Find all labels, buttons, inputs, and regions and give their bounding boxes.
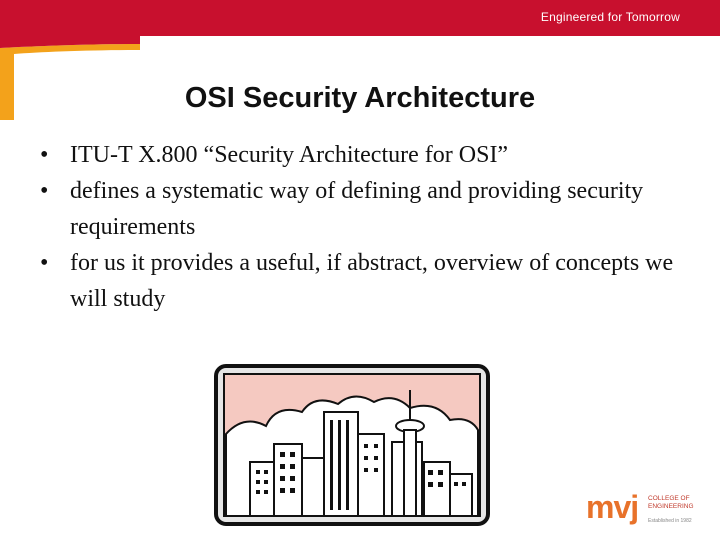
bullet-item: [40, 173, 680, 245]
college-logo: [586, 490, 706, 530]
logo-brand: mvj: [586, 489, 639, 525]
header-tagline: Engineered for Tomorrow: [540, 10, 680, 24]
logo-established: Established in 1982: [648, 518, 692, 524]
slide-title: OSI Security Architecture: [184, 82, 536, 114]
bullet-item: [40, 137, 680, 173]
bullet-marker: •: [40, 250, 49, 276]
bullet-text: for us it provides a useful, if abstract, overview of concepts we will study: [70, 250, 674, 312]
logo-engineering: ENGINEERING: [648, 503, 694, 510]
bullet-marker: •: [40, 178, 49, 204]
bullet-item: [40, 245, 680, 317]
bullet-text: ITU-T X.800 “Security Architecture for OSI”: [70, 142, 509, 168]
bullet-text: defines a systematic way of defining and providing security requirements: [70, 178, 644, 240]
bullet-marker: •: [40, 142, 49, 168]
bullet-list: [40, 137, 680, 317]
logo-college-of: COLLEGE OF: [648, 495, 690, 502]
city-skyline-clipart: [214, 364, 490, 526]
